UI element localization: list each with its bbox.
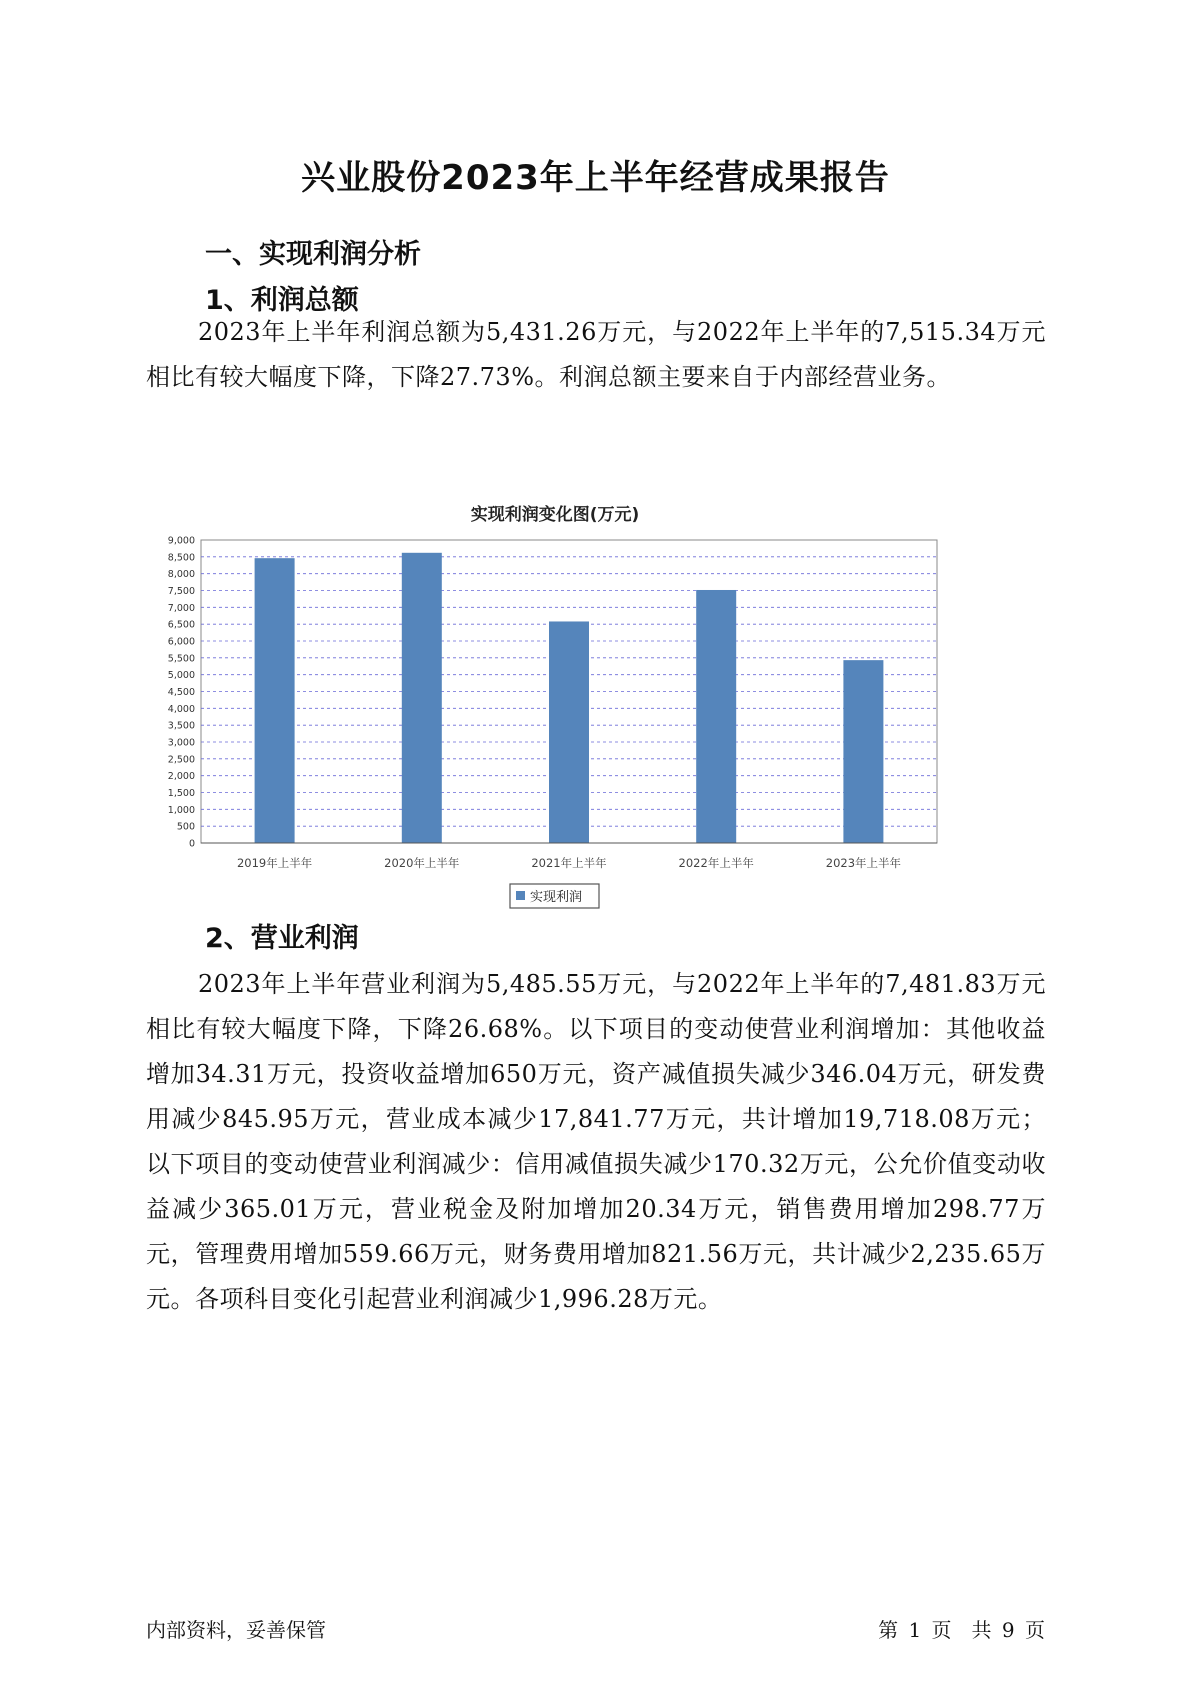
bar: [549, 621, 589, 843]
y-tick-label: 1,000: [167, 804, 195, 816]
y-tick-label: 9,000: [167, 535, 195, 547]
legend-swatch: [516, 891, 525, 900]
y-axis-ticks: [168, 536, 195, 850]
y-tick-label: 4,500: [167, 687, 195, 698]
profit-bar-chart: [150, 495, 1050, 955]
x-tick-label: 2023年上半年: [825, 856, 902, 870]
y-tick-label: 5,000: [167, 670, 195, 682]
y-tick-label: 500: [176, 821, 195, 833]
paragraph-operating-profit: 2023年上半年营业利润为5,485.55万元，与2022年上半年的7,481.83万元相比有较大幅度下降，下降26.68%。以下项目的变动使营业利润增加：其他收益增加34.31万元，投资收益增加650万元，资产减值损失减少346.04万元，研发费用减少845.95万元，营业成本减少17,841.77万元，共计增加19,718.08万元；以下项目的变动使营业利润减少：信用减值损失减少170.32万元，公允价值变动收益减少365.01万元，营业税金及附加增加20.34万元，销售费用增加298.77万元，管理费用增加559.66万元，财务费用增加821.56万元，共计减少2,235.65万元。各项科目变化引起营业利润减少1,996.28万元。: [146, 970, 1046, 1313]
y-tick-label: 7,000: [167, 602, 195, 614]
x-tick-label: 2019年上半年: [236, 856, 313, 870]
legend-label: 实现利润: [530, 890, 583, 905]
y-tick-label: 8,500: [167, 552, 195, 564]
section-heading-profit-analysis: 一、实现利润分析: [205, 239, 421, 270]
paragraph-total-profit: 2023年上半年利润总额为5,431.26万元，与2022年上半年的7,515.34万元相比有较大幅度下降，下降27.73%。利润总额主要来自于内部经营业务。: [146, 318, 1046, 391]
page-title: 兴业股份2023年上半年经营成果报告: [301, 158, 890, 198]
x-tick-label: 2022年上半年: [678, 856, 754, 870]
footer-page-number: 第 1 页 共 9 页: [878, 1618, 1045, 1642]
chart-title: 实现利润变化图(万元): [470, 505, 640, 525]
y-tick-label: 1,500: [167, 788, 195, 799]
y-tick-label: 3,000: [167, 737, 195, 749]
y-tick-label: 3,500: [167, 720, 195, 732]
subsection-heading-operating-profit: 2、营业利润: [205, 923, 359, 954]
bar: [255, 558, 295, 843]
y-tick-label: 2,000: [167, 771, 195, 783]
y-tick-label: 4,000: [167, 703, 195, 715]
x-axis-ticks: [201, 843, 937, 870]
y-tick-label: 2,500: [167, 754, 195, 766]
bar: [696, 590, 736, 843]
legend: [510, 884, 599, 908]
footer-confidential-note: 内部资料，妥善保管: [146, 1618, 326, 1642]
y-tick-label: 0: [188, 838, 195, 850]
y-tick-label: 7,500: [167, 586, 195, 597]
y-tick-label: 8,000: [167, 569, 195, 581]
y-tick-label: 6,000: [167, 636, 195, 648]
x-tick-label: 2020年上半年: [384, 856, 460, 870]
y-tick-label: 5,500: [167, 653, 195, 665]
y-tick-label: 6,500: [167, 619, 195, 631]
subsection-heading-total-profit: 1、利润总额: [205, 285, 359, 316]
bar: [843, 660, 883, 843]
bar: [402, 553, 442, 843]
x-tick-label: 2021年上半年: [531, 856, 607, 870]
